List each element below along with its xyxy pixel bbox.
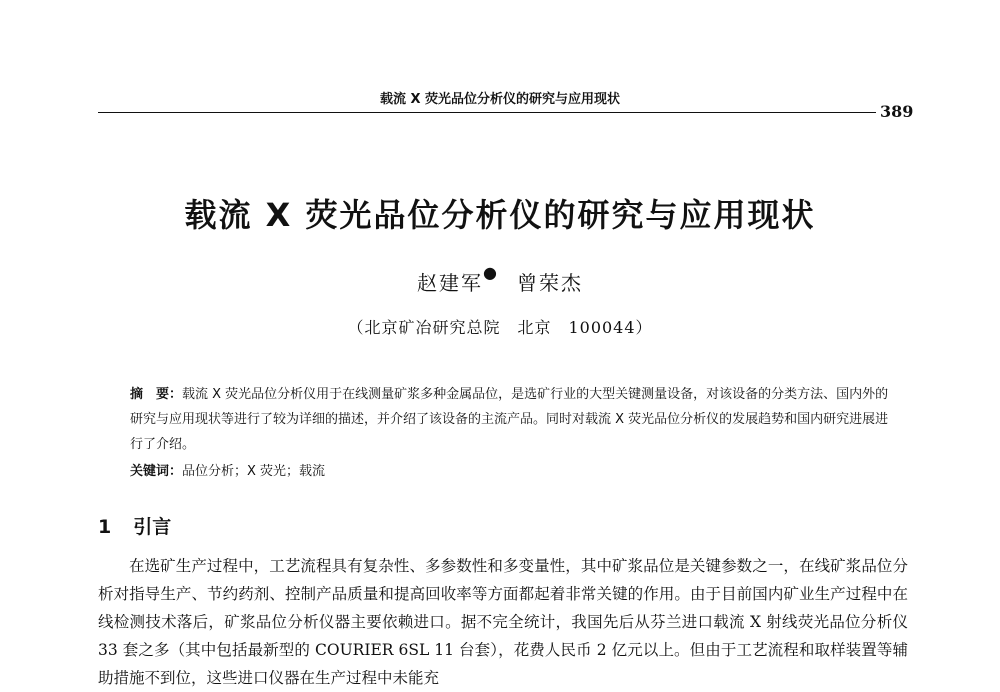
keywords — [130, 462, 900, 482]
page-number: 389 — [880, 102, 914, 121]
author-second: 曾荣杰 — [516, 271, 583, 295]
author-footnote-marker: ● — [483, 263, 499, 282]
body-paragraph: 在选矿生产过程中，工艺流程具有复杂性、多参数性和多变量性，其中矿浆品位是关键参数之一，在线矿浆品位分析对指导生产、节约药剂、控制产品质量和提高回收率等方面都起着非常关键的作用。由于目前国内矿业生产过程中在线检测技术落后，矿浆品位分析仪器主要依赖进口。据不完全统计，我国先后从芬兰进口载流 X 射线荧光品位分析仪 33 套之多（其中包括最新型的 COURIER 6SL 11 台套），花费人民币 2 亿元以上。但由于工艺流程和取样装置等辅助措施不到位，这些进口仪器在生产过程中未能充 — [98, 557, 908, 687]
keywords-label: 关键词： — [130, 464, 183, 479]
section-heading — [98, 512, 171, 539]
affiliation: （北京矿冶研究总院 北京 100044） — [347, 318, 653, 337]
body-text — [98, 552, 908, 692]
authors — [0, 263, 1000, 296]
abstract-text: 载流 X 荧光品位分析仪用于在线测量矿浆多种金属品位，是选矿行业的大型关键测量设备，对该设备的分类方法、国内外的研究与应用现状等进行了较为详细的描述，并介绍了该设备的主流产品。同时对载流 X 荧光品位分析仪的发展趋势和国内研究进展进行了介绍。 — [130, 387, 889, 452]
section-title: 引言 — [133, 516, 172, 538]
section-number: 1 — [98, 516, 112, 538]
author-first: 赵建军 — [417, 271, 484, 295]
header-rule — [98, 112, 876, 113]
paper-title: 载流 X 荧光品位分析仪的研究与应用现状 — [184, 196, 816, 234]
abstract — [130, 382, 900, 457]
abstract-label: 摘 要： — [130, 387, 183, 402]
keywords-text: 品位分析；X 荧光；载流 — [182, 464, 326, 479]
running-header: 载流 X 荧光品位分析仪的研究与应用现状 — [379, 92, 621, 107]
